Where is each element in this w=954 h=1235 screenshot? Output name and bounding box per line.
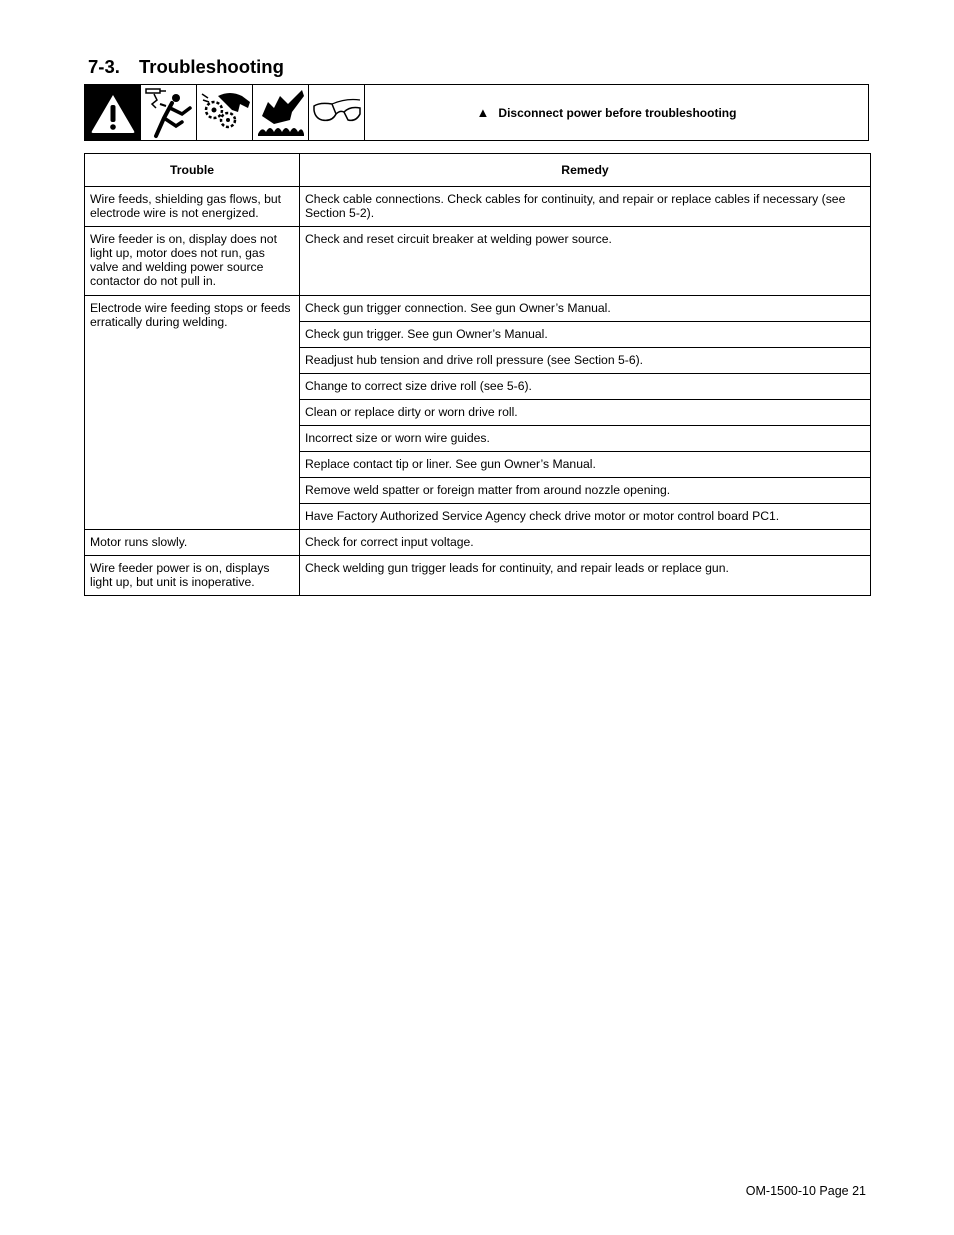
section-number: 7-3. [88, 56, 120, 77]
electric-shock-icon [141, 85, 197, 140]
warning-message [365, 85, 868, 140]
table-row [85, 187, 871, 227]
troubleshooting-table [84, 153, 871, 596]
remedy-cell: Readjust hub tension and drive roll pressure (see Section 5-6). [300, 348, 871, 374]
remedy-cell: Check gun trigger connection. See gun Owner’s Manual. [300, 296, 871, 322]
table-header-row [85, 154, 871, 187]
warning-message-text: Disconnect power before troubleshooting [498, 105, 737, 120]
table-row [85, 227, 871, 296]
remedy-cell: Have Factory Authorized Service Agency check drive motor or motor control board PC1. [300, 504, 871, 530]
remedy-cell: Replace contact tip or liner. See gun Owner’s Manual. [300, 452, 871, 478]
table-row [85, 530, 871, 556]
safety-glasses-icon [309, 85, 365, 140]
hot-parts-icon [253, 85, 309, 140]
trouble-cell: Electrode wire feeding stops or feeds erratically during welding. [85, 296, 300, 530]
remedy-cell: Check and reset circuit breaker at welding power source. [300, 227, 871, 296]
remedy-cell: Check cable connections. Check cables for continuity, and repair or replace cables if necessary (see Section 5-2). [300, 187, 871, 227]
remedy-cell: Change to correct size drive roll (see 5-6). [300, 374, 871, 400]
remedy-column-header: Remedy [300, 154, 871, 187]
moving-parts-icon [197, 85, 253, 140]
page-footer: OM-1500-10 Page 21 [745, 1184, 866, 1198]
safety-warning-banner [84, 84, 869, 141]
trouble-cell: Wire feeder is on, display does not light up, motor does not run, gas valve and welding power source contactor do not pull in. [85, 227, 300, 296]
section-title [88, 56, 284, 78]
remedy-cell: Check gun trigger. See gun Owner’s Manual. [300, 322, 871, 348]
warning-triangle-icon: ▲ [476, 105, 490, 120]
trouble-cell: Motor runs slowly. [85, 530, 300, 556]
remedy-cell: Incorrect size or worn wire guides. [300, 426, 871, 452]
remedy-cell: Clean or replace dirty or worn drive roll. [300, 400, 871, 426]
hazard-exclamation-icon [85, 85, 141, 140]
trouble-cell: Wire feeds, shielding gas flows, but electrode wire is not energized. [85, 187, 300, 227]
section-title-text: Troubleshooting [139, 56, 284, 77]
remedy-cell: Check welding gun trigger leads for continuity, and repair leads or replace gun. [300, 556, 871, 596]
trouble-column-header: Trouble [85, 154, 300, 187]
table-row [85, 556, 871, 596]
remedy-cell: Remove weld spatter or foreign matter from around nozzle opening. [300, 478, 871, 504]
trouble-cell: Wire feeder power is on, displays light up, but unit is inoperative. [85, 556, 300, 596]
remedy-cell: Check for correct input voltage. [300, 530, 871, 556]
table-row [85, 296, 871, 322]
